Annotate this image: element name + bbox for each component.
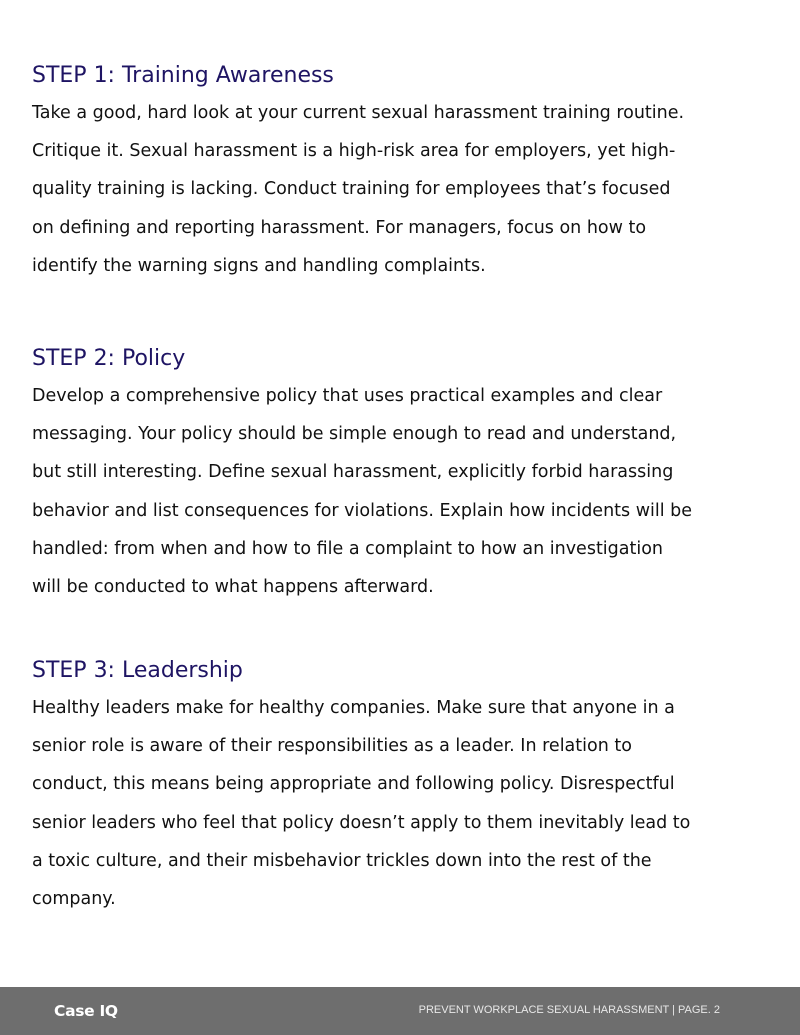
step-1-section (32, 60, 772, 285)
footer-page-label: PREVENT WORKPLACE SEXUAL HARASSMENT | PAGE. 2 (418, 1004, 720, 1016)
step-2-heading: STEP 2: Policy (32, 346, 186, 371)
paragraph-line: will be conducted to what happens afterward. (32, 576, 434, 597)
paragraph-line: senior role is aware of their responsibilities as a leader. In relation to (32, 736, 632, 757)
paragraph-line: Take a good, hard look at your current sexual harassment training routine. (32, 103, 685, 123)
paragraph-line: messaging. Your policy should be simple enough to read and understand, (32, 424, 677, 445)
step-3-section (32, 655, 772, 918)
step-3-paragraph (32, 689, 772, 918)
page-footer (0, 987, 800, 1035)
step-2-paragraph (32, 377, 772, 606)
paragraph-line: behavior and list consequences for violations. Explain how incidents will be (32, 500, 693, 521)
paragraph-line: Healthy leaders make for healthy companies. Make sure that anyone in a (32, 698, 675, 718)
paragraph-line: handled: from when and how to file a complaint to how an investigation (32, 538, 664, 559)
case-iq-logo: Case IQ (54, 1002, 118, 1020)
paragraph-line: Develop a comprehensive policy that uses practical examples and clear (32, 386, 663, 406)
paragraph-line: a toxic culture, and their misbehavior trickles down into the rest of the (32, 850, 652, 871)
paragraph-line: conduct, this means being appropriate and following policy. Disrespectful (32, 774, 675, 795)
paragraph-line: identify the warning signs and handling complaints. (32, 255, 486, 276)
step-1-paragraph (32, 94, 772, 285)
paragraph-line: quality training is lacking. Conduct training for employees that’s focused (32, 179, 671, 200)
paragraph-line: but still interesting. Define sexual harassment, explicitly forbid harassing (32, 462, 674, 483)
paragraph-line: Critique it. Sexual harassment is a high-risk area for employers, yet high- (32, 141, 676, 162)
step-3-heading: STEP 3: Leadership (32, 658, 243, 683)
paragraph-line: company. (32, 888, 116, 909)
step-2-section (32, 343, 772, 606)
paragraph-line: on defining and reporting harassment. For managers, focus on how to (32, 217, 647, 238)
step-1-heading: STEP 1: Training Awareness (32, 63, 334, 88)
paragraph-line: senior leaders who feel that policy doesn’t apply to them inevitably lead to (32, 812, 691, 833)
